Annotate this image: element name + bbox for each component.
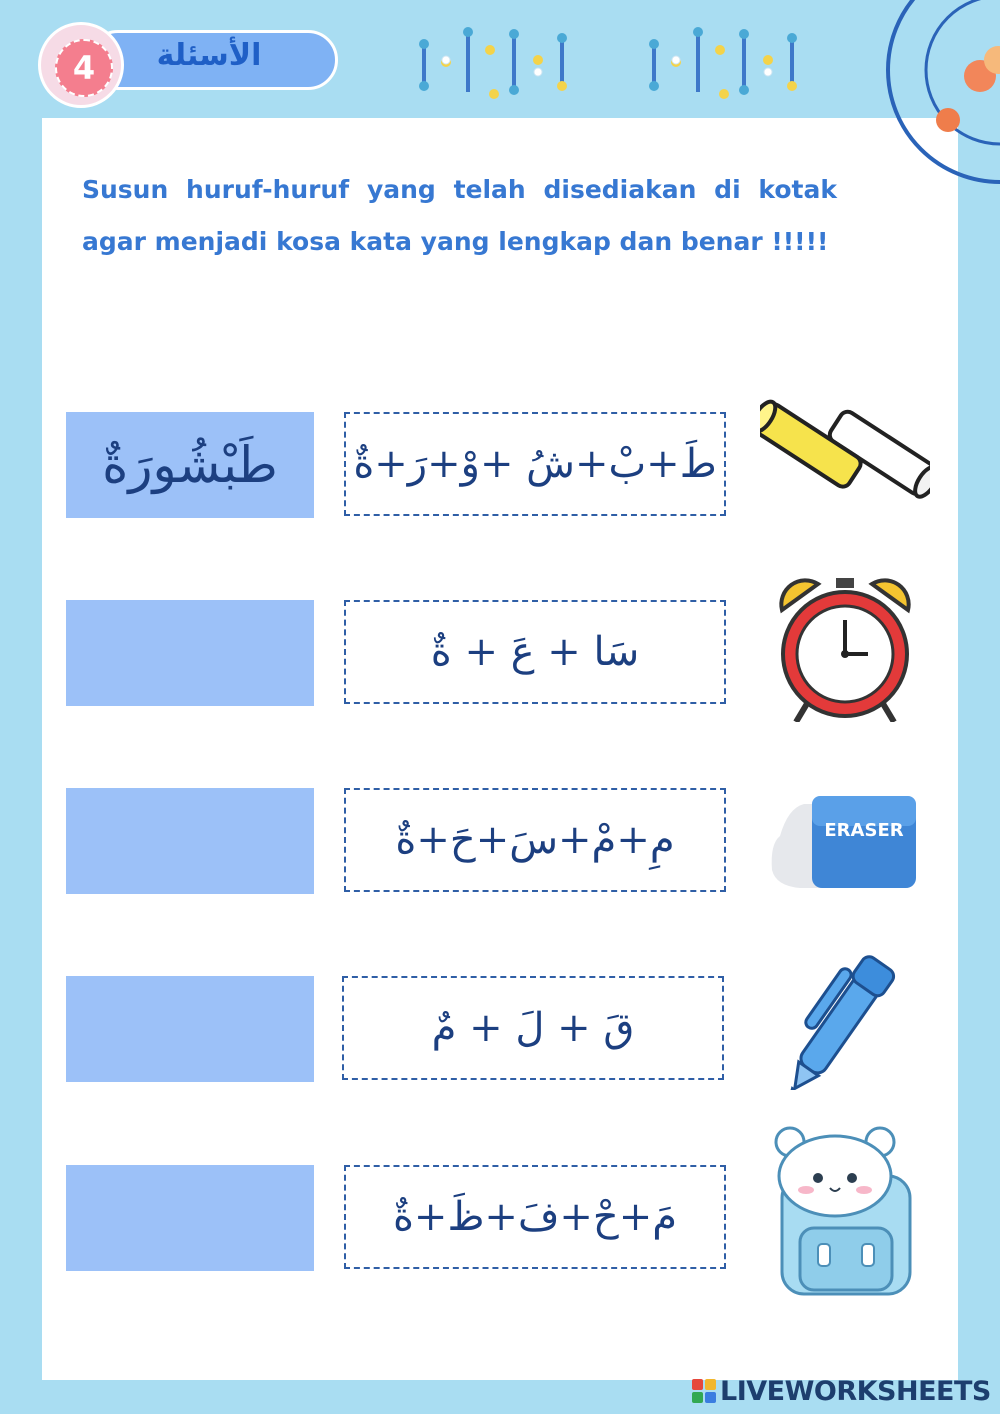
section-badge — [38, 22, 340, 98]
eraser-label: ERASER — [824, 820, 904, 841]
liveworksheets-watermark — [692, 1374, 992, 1408]
answer-text-1: طَبْشُورَةٌ — [102, 436, 278, 494]
watermark-text: LIVEWORKSHEETS — [720, 1375, 991, 1407]
letters-box-4: قَ + لَ + مٌ — [342, 976, 724, 1080]
dna-decoration-left — [410, 14, 580, 104]
alarm-clock-icon — [760, 572, 930, 722]
answer-box-5[interactable] — [66, 1165, 314, 1271]
answer-box-2[interactable] — [66, 600, 314, 706]
dna-decoration-right — [640, 14, 810, 104]
letters-box-3: مِ+مْ+سَ+حَ+ةٌ — [344, 788, 726, 892]
answer-text-2 — [66, 600, 314, 706]
instruction-text: Susun huruf-huruf yang telah disediakan di kotak agar menjadi kosa kata yang lengkap dan benar !!!!! — [82, 175, 837, 256]
answer-box-1[interactable] — [66, 412, 314, 518]
letters-box-2: سَا + عَ + ةٌ — [344, 600, 726, 704]
backpack-icon — [760, 1116, 930, 1300]
liveworksheets-logo-icon — [692, 1379, 716, 1403]
answer-box-3[interactable] — [66, 788, 314, 894]
section-title: الأسئلة — [156, 38, 262, 73]
answer-text-4 — [66, 976, 314, 1082]
pen-icon — [760, 940, 930, 1090]
answer-text-5 — [66, 1165, 314, 1271]
letters-box-1: طَ+بْ+شُ +وْ+رَ+ةٌ — [344, 412, 726, 516]
letters-box-5: مَ+حْ+فَ+ظَ+ةٌ — [344, 1165, 726, 1269]
answer-text-3 — [66, 788, 314, 894]
section-number: 4 — [55, 39, 113, 97]
atom-orbit-decoration — [880, 0, 1000, 200]
chalk-icon — [760, 380, 930, 530]
section-number-ring — [38, 22, 124, 108]
eraser-icon — [760, 774, 930, 924]
answer-box-4[interactable] — [66, 976, 314, 1082]
